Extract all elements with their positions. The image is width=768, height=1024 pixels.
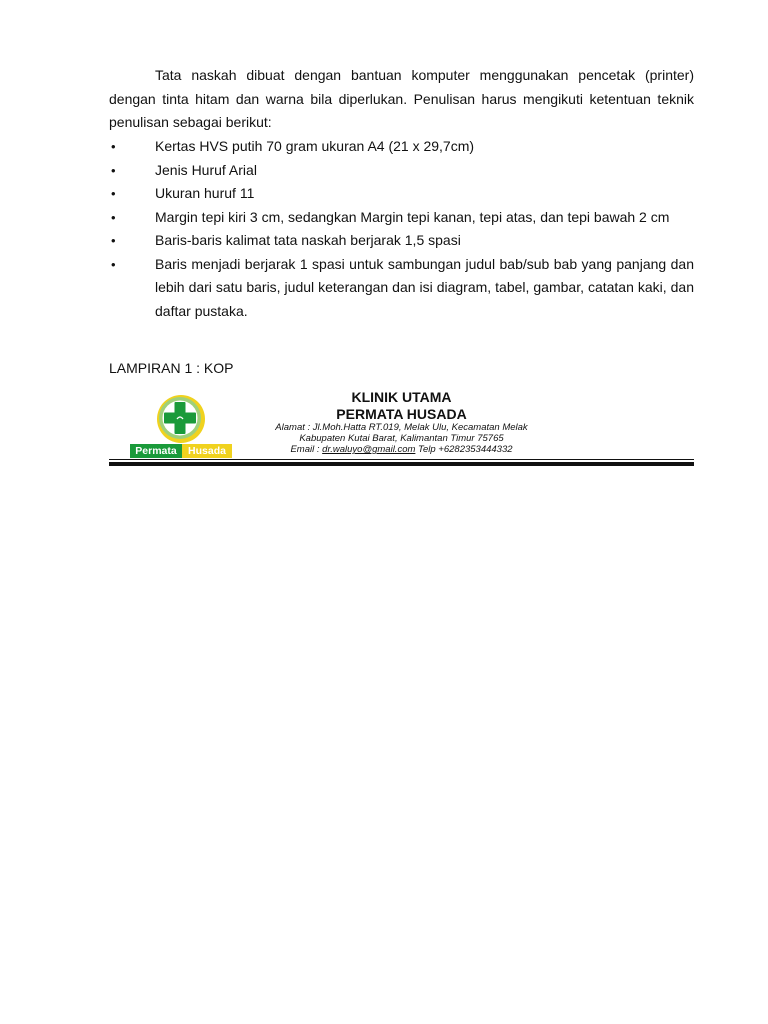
clinic-title-line2: PERMATA HUSADA [336,406,467,422]
email-prefix: Email : [290,444,323,455]
list-item-text: Baris-baris kalimat tata naskah berjarak 1,5 spasi [155,232,461,248]
intro-paragraph: Tata naskah dibuat dengan bantuan komputer menggunakan pencetak (printer) dengan tinta hitam dan warna bila diperlukan. Penulisan harus mengikuti ketentuan teknik penulisan sebagai berikut: [109,67,694,130]
letterhead-divider-thick [109,462,694,466]
letterhead [109,386,694,468]
bullet-icon: • [111,162,116,178]
requirements-list [109,135,694,323]
address-line1: Alamat : Jl.Moh.Hatta RT.019, Melak Ulu, Kecamatan Melak [275,422,528,433]
list-item [109,159,694,183]
logo-word-permata: Permata [130,444,182,458]
list-item [109,253,694,324]
bullet-icon: • [111,186,116,201]
list-item [109,206,694,230]
email-link[interactable]: dr.waluyo@gmail.com [322,444,416,455]
logo-word-husada: Husada [182,444,232,458]
bullet-icon: • [111,256,116,272]
logo-wordmark [130,444,232,458]
clinic-logo [130,392,232,457]
clinic-title-line1: KLINIK UTAMA [351,389,452,405]
green-cross-ring-icon [130,392,232,444]
phone-text: Telp +6282353444332 [415,444,513,455]
list-item-text: Baris menjadi berjarak 1 spasi untuk sambungan judul bab/sub bab yang panjang dan lebih dari satu baris, judul keterangan dan isi diagram, tabel, gambar, catatan kaki, dan daftar pustaka. [155,255,694,319]
letterhead-divider-thin [109,459,694,460]
bullet-icon: • [111,233,116,248]
list-item [109,135,694,159]
list-item-text: Margin tepi kiri 3 cm, sedangkan Margin tepi kanan, tepi atas, dan tepi bawah 2 cm [155,208,670,225]
list-item [109,182,694,206]
address-line2: Kabupaten Kutai Barat, Kalimantan Timur 75765 [299,433,504,444]
list-item [109,229,694,253]
lampiran-heading: LAMPIRAN 1 : KOP [109,360,234,376]
contact-line [229,444,574,456]
bullet-icon: • [111,139,116,154]
list-item-text: Kertas HVS putih 70 gram ukuran A4 (21 x 29,7cm) [155,138,475,154]
list-item-text: Jenis Huruf Arial [155,161,257,178]
list-item-text: Ukuran huruf 11 [155,185,255,201]
bullet-icon: • [111,209,116,225]
